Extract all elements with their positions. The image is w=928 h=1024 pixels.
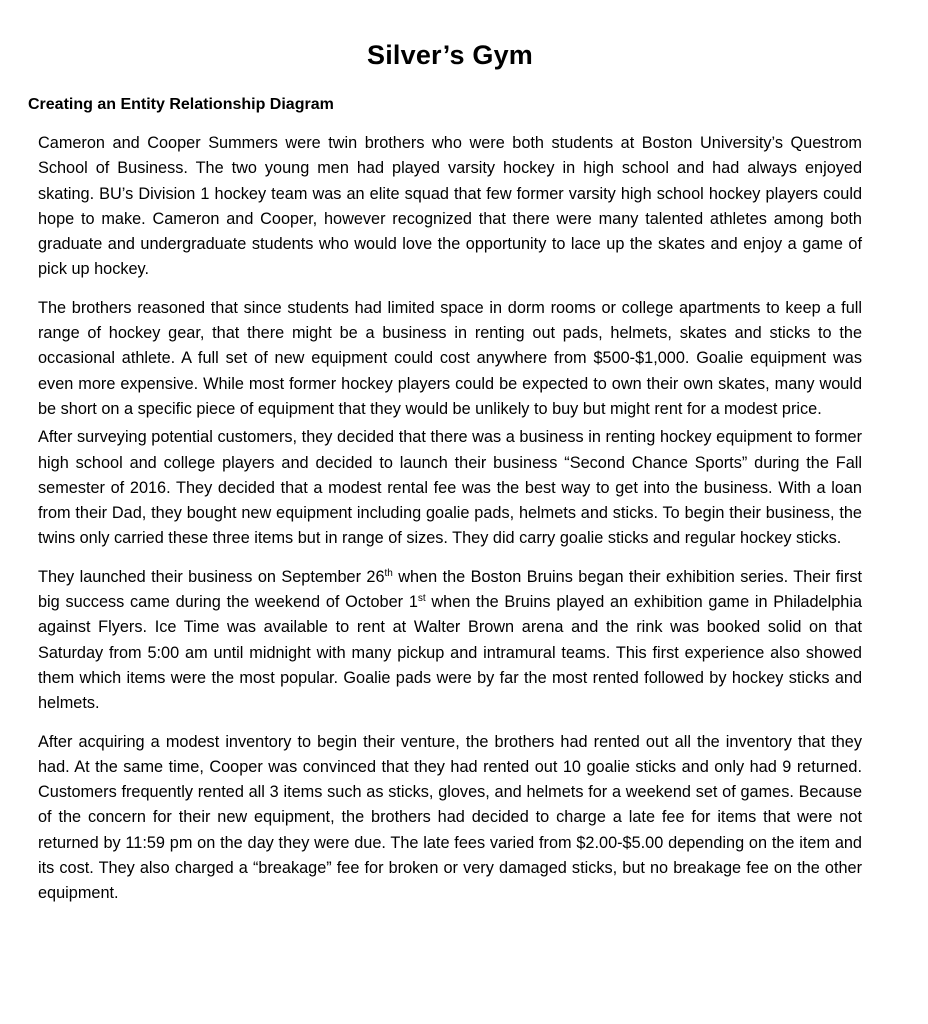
ordinal-suffix: th xyxy=(384,567,393,579)
paragraph-text: when the Bruins played an exhibition game in Philadelphia against Flyers. Ice Time was available to rent at Walter Brown arena and the rink was booked solid on that Saturday from 5:00 am until midnight with many pickup and intramural teams. This first experience also showed them which items were the most popular. Goalie pads were by far the most rented followed by hockey sticks and helmets. xyxy=(38,593,862,713)
ordinal-suffix: st xyxy=(417,593,426,605)
paragraph-text: when the Boston Bruins began their exhibition series. Their first big success came during the weekend of October 1 xyxy=(38,567,862,612)
paragraph-inventory-fees: After acquiring a modest inventory to begin their venture, the brothers had rented out all the inventory that they had. At the same time, Cooper was convinced that they had rented out 10 goalie sticks and only had 9 returned. Customers frequently rented all 3 items such as sticks, gloves, and helmets for a weekend set of games. Because of the concern for their new equipment, the brothers had decided to charge a late fee for items that were not returned by 11:59 pm on the day they were due. The late fees varied from $2.00-$5.00 depending on the item and its cost. They also charged a “breakage” fee for broken or very damaged sticks, but no breakage fee on the other equipment. xyxy=(38,732,862,903)
paragraph-intro: Cameron and Cooper Summers were twin brothers who were both students at Boston University’s Questrom School of Business. The two young men had played varsity hockey in high school and had always enjoyed skating. BU’s Division 1 hockey team was an elite squad that few former varsity high school hockey players could hope to make. Cameron and Cooper, however recognized that there were many talented athletes among both graduate and undergraduate students who would love the opportunity to lace up the skates and enjoy a game of pick up hockey. xyxy=(38,134,862,279)
document-title: Silver’s Gym xyxy=(367,40,533,70)
paragraph-first-success xyxy=(38,565,862,717)
document-body xyxy=(38,131,862,907)
section-heading: Creating an Entity Relationship Diagram xyxy=(28,96,334,113)
paragraph-business-idea: The brothers reasoned that since students had limited space in dorm rooms or college apartments to keep a full range of hockey gear, that there might be a business in renting out pads, helmets, skates and sticks to the occasional athlete. A full set of new equipment could cost anywhere from $500-$1,000. Goalie equipment was even more expensive. While most former hockey players could be expected to own their own skates, many would be short on a specific piece of equipment that they would be unlikely to buy but might rent for a modest price. xyxy=(38,298,862,418)
paragraph-text: They launched their business on September 26 xyxy=(38,567,385,586)
paragraph-launch-plan: After surveying potential customers, they decided that there was a business in renting hockey equipment to former high school and college players and decided to launch their business “Second Chance Sports” during the Fall semester of 2016. They decided that a modest rental fee was the best way to get into the business. With a loan from their Dad, they bought new equipment including goalie pads, helmets and sticks. To begin their business, the twins only carried these three items but in range of sizes. They did carry goalie sticks and regular hockey sticks. xyxy=(38,428,862,548)
